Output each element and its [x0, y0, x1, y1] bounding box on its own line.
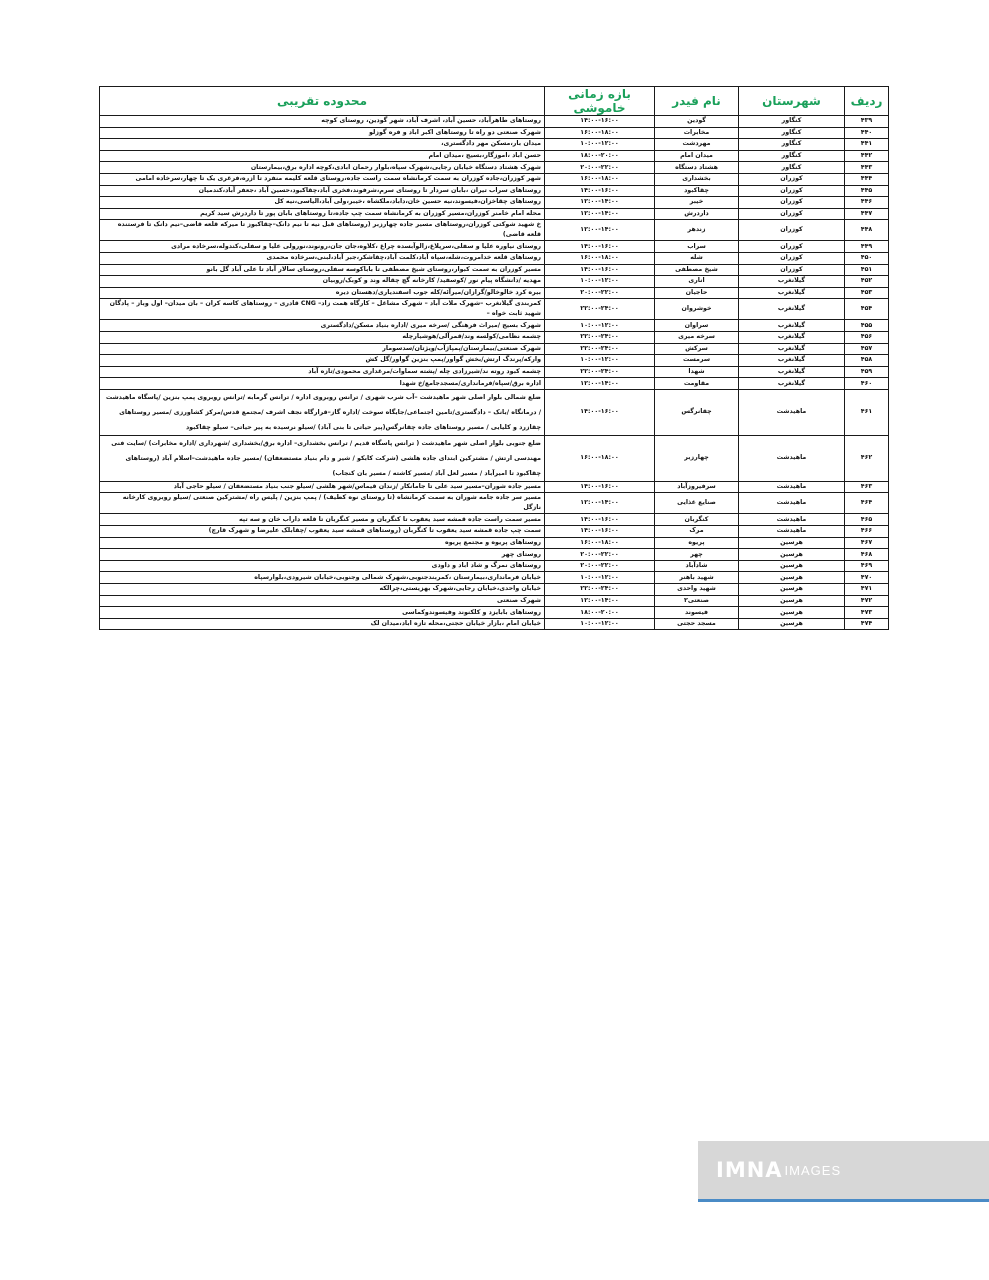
- table-row: [100, 343, 889, 355]
- city-cell: کوزران: [739, 173, 845, 185]
- header-feeder: نام فیدر: [655, 87, 739, 116]
- feeder-cell: حاجیان: [655, 287, 739, 299]
- time-range-cell: ۲۰:۰۰-۲۲:۰۰: [545, 560, 655, 572]
- feeder-cell: مرک: [655, 526, 739, 538]
- row-number-cell: ۴۵۹: [845, 366, 889, 378]
- feeder-cell: مسجد حجتی: [655, 618, 739, 630]
- area-cell: ضلع شمالی بلوار اصلی شهر ماهیدشت –آب شرب شهری / ترانس روبروی اداره / ترانس گرمابه /ترانس روبروی پمپ بنزین /پاسگاه ماهیدشت / درمانگاه /بانک – دادگستری/تامین اجتماعی/جایگاه سوخت /اداره گاز–قرارگاه نجف اشرف /مجتمع قدس/مرکز کشاورزی /مسیر روستاهای چقازرد و کلیایی / مسیر روستاهای جاده چقانرگس(پیر حیاتی تا بنی آباد) /سیلو نرسیده به پیر حیاتی– سیلو چقاکبود: [100, 389, 545, 435]
- time-range-cell: ۱۲:۰۰-۱۴:۰۰: [545, 493, 655, 514]
- feeder-cell: سرخه میری: [655, 331, 739, 343]
- row-number-cell: ۴۴۰: [845, 127, 889, 139]
- time-range-cell: ۱۲:۰۰-۱۴:۰۰: [545, 197, 655, 209]
- outage-table: [99, 86, 889, 630]
- area-cell: کمربندی گیلانغرب –شهرک ملات آباد – شهرک مشاغل – کارگاه همت زاد– CNG قادری – روستاهای کاسه کران – بان میدان– اول وباز – پادگان شهید ثابت خواه –: [100, 299, 545, 320]
- time-range-cell: ۱۲:۰۰-۱۴:۰۰: [545, 378, 655, 390]
- city-cell: کنگاور: [739, 150, 845, 162]
- feeder-cell: داردرش: [655, 208, 739, 220]
- time-range-cell: ۱۲:۰۰-۱۴:۰۰: [545, 595, 655, 607]
- time-range-cell: ۲۲:۰۰-۲۴:۰۰: [545, 331, 655, 343]
- area-cell: روستاهای قلعه خدامروت،شله،سپاه آباد،کلمت آباد،چقاشکر،جبر آباد،لبنی،سرخاده محمدی: [100, 252, 545, 264]
- feeder-cell: شادآباد: [655, 560, 739, 572]
- row-number-cell: ۴۶۹: [845, 560, 889, 572]
- row-number-cell: ۴۷۳: [845, 607, 889, 619]
- table-row: [100, 173, 889, 185]
- feeder-cell: شله: [655, 252, 739, 264]
- table-row: [100, 526, 889, 538]
- time-range-cell: ۱۴:۰۰-۱۶:۰۰: [545, 185, 655, 197]
- time-range-cell: ۲۲:۰۰-۲۴:۰۰: [545, 343, 655, 355]
- city-cell: کوزران: [739, 185, 845, 197]
- row-number-cell: ۴۵۵: [845, 320, 889, 332]
- table-row: [100, 366, 889, 378]
- row-number-cell: ۴۶۴: [845, 493, 889, 514]
- feeder-cell: فیسوند: [655, 607, 739, 619]
- time-range-cell: ۱۰:۰۰-۱۲:۰۰: [545, 276, 655, 288]
- area-cell: خیابان واحدی،خیابان رجایی،شهرک بهزیستی،چرالکه: [100, 584, 545, 596]
- feeder-cell: چهر: [655, 549, 739, 561]
- row-number-cell: ۴۷۰: [845, 572, 889, 584]
- area-cell: روستاهای سراب تیران ،بابان سردار تا روستای سرم،شرفوند،فخری آباد،چقاکبود،حسین آباد ،جعفر آباد،کندمیان: [100, 185, 545, 197]
- table-row: [100, 560, 889, 572]
- feeder-cell: صنعتی۲: [655, 595, 739, 607]
- time-range-cell: ۱۰:۰۰-۱۲:۰۰: [545, 139, 655, 151]
- feeder-cell: گودین: [655, 116, 739, 128]
- city-cell: ماهیدشت: [739, 526, 845, 538]
- table-row: [100, 435, 889, 481]
- row-number-cell: ۴۴۶: [845, 197, 889, 209]
- city-cell: گیلانغرب: [739, 343, 845, 355]
- city-cell: کنگاور: [739, 162, 845, 174]
- time-range-cell: ۱۴:۰۰-۱۶:۰۰: [545, 241, 655, 253]
- area-cell: روستاهای پریوه و مجتمع پریوه: [100, 537, 545, 549]
- feeder-cell: اناری: [655, 276, 739, 288]
- row-number-cell: ۴۵۷: [845, 343, 889, 355]
- row-number-cell: ۴۵۱: [845, 264, 889, 276]
- row-number-cell: ۴۵۲: [845, 276, 889, 288]
- city-cell: گیلانغرب: [739, 320, 845, 332]
- table-row: [100, 150, 889, 162]
- time-range-cell: ۲۰:۰۰-۲۲:۰۰: [545, 162, 655, 174]
- time-range-cell: ۲۲:۰۰-۲۴:۰۰: [545, 366, 655, 378]
- feeder-cell: بخشداری: [655, 173, 739, 185]
- table-row: [100, 185, 889, 197]
- table-row: [100, 241, 889, 253]
- table-row: [100, 584, 889, 596]
- city-cell: کوزران: [739, 220, 845, 241]
- time-range-cell: ۱۶:۰۰-۱۸:۰۰: [545, 127, 655, 139]
- area-cell: ضلع جنوبی بلوار اصلی شهر ماهیدشت ( ترانس پاسگاه قدیم / ترانس بخشداری– اداره برق/بخشداری /شهرداری /اداره مخابرات) /سایت فنی مهندسی ارتش / مشترکین ابتدای جاده هلشی (شرکت کابکو / شیر و دام بنیاد مستضعفان) /مسیر جاده ماهیدشت–اسلام آباد (روستاهای چقاکبود تا امیرآباد / مسیر لعل آباد /مسیر کاشته / مسیر بان کنجاب): [100, 435, 545, 481]
- table-row: [100, 264, 889, 276]
- area-cell: شهر کوزران،جاده کوزران به سمت کرمانشاه سمت راست جاده،روستای قلعه کلیمه منفرد تا ازره،فرغری یک تا چهار،سرخاده امامی: [100, 173, 545, 185]
- feeder-cell: زندهر: [655, 220, 739, 241]
- table-row: [100, 252, 889, 264]
- row-number-cell: ۴۶۳: [845, 481, 889, 493]
- time-range-cell: ۱۸:۰۰-۲۰:۰۰: [545, 607, 655, 619]
- area-cell: حسن اباد ،اموزگار،بسیج ،میدان امام: [100, 150, 545, 162]
- feeder-cell: میدان امام: [655, 150, 739, 162]
- area-cell: خیابان فرمانداری،بیمارستان ،کمربندجنوبی،شهرک شمالی وجنوبی،خیابان شیرودی،بلوارسپاه: [100, 572, 545, 584]
- time-range-cell: ۱۶:۰۰-۱۸:۰۰: [545, 252, 655, 264]
- time-range-cell: ۱۴:۰۰-۱۶:۰۰: [545, 116, 655, 128]
- area-cell: میدان بار،مسکن مهر دادگستری،: [100, 139, 545, 151]
- city-cell: گیلانغرب: [739, 378, 845, 390]
- table-row: [100, 127, 889, 139]
- city-cell: کنگاور: [739, 116, 845, 128]
- area-cell: محله امام خامنر کوزران،مسیر کوزران به کرمانشاه سمت چپ جاده،تا روستاهای بابان پور تا داردرش سید کریم: [100, 208, 545, 220]
- header-row-number: ردیف: [845, 87, 889, 116]
- table-row: [100, 208, 889, 220]
- city-cell: گیلانغرب: [739, 287, 845, 299]
- row-number-cell: ۴۴۸: [845, 220, 889, 241]
- row-number-cell: ۴۴۵: [845, 185, 889, 197]
- feeder-cell: صنایع غذایی: [655, 493, 739, 514]
- area-cell: شهرک صنعتی: [100, 595, 545, 607]
- area-cell: مسیر کوزران به سمت کبوار،روستای شیخ مصطفی تا باباکوسه سفلی،روستای سالار آباد تا علی آباد گل بانو: [100, 264, 545, 276]
- time-range-cell: ۱۰:۰۰-۱۲:۰۰: [545, 320, 655, 332]
- row-number-cell: ۴۴۳: [845, 162, 889, 174]
- feeder-cell: چهارزبر: [655, 435, 739, 481]
- time-range-cell: ۱۴:۰۰-۱۶:۰۰: [545, 481, 655, 493]
- feeder-cell: سرمست: [655, 355, 739, 367]
- header-area: محدوده تقریبی: [100, 87, 545, 116]
- city-cell: کوزران: [739, 264, 845, 276]
- row-number-cell: ۴۵۸: [845, 355, 889, 367]
- table-body: [100, 116, 889, 630]
- header-city: شهرستان: [739, 87, 845, 116]
- city-cell: ماهیدشت: [739, 389, 845, 435]
- area-cell: اداره برق/سپاه/فرمانداری/مسجدجامع/خ شهدا: [100, 378, 545, 390]
- row-number-cell: ۴۶۱: [845, 389, 889, 435]
- table-row: [100, 572, 889, 584]
- area-cell: شهرک بسیج /میراث فرهنگی /سرخه میری /اداره بنیاد مسکن/دادگستری: [100, 320, 545, 332]
- time-range-cell: ۱۲:۰۰-۱۴:۰۰: [545, 208, 655, 220]
- row-number-cell: ۴۶۲: [845, 435, 889, 481]
- imna-images-watermark: [698, 1141, 989, 1202]
- time-range-cell: ۱۰:۰۰-۱۲:۰۰: [545, 355, 655, 367]
- area-cell: بیره کرد خالوخالو/گرازان/میرآئه/کله جوب اسفندیاری/دهستان دیره: [100, 287, 545, 299]
- area-cell: روستاهای نمرگ و شاد اباد و داودی: [100, 560, 545, 572]
- table-row: [100, 514, 889, 526]
- row-number-cell: ۴۴۹: [845, 241, 889, 253]
- feeder-cell: مقاومت: [655, 378, 739, 390]
- table-row: [100, 607, 889, 619]
- feeder-cell: خوشروان: [655, 299, 739, 320]
- row-number-cell: ۴۷۱: [845, 584, 889, 596]
- area-cell: مهدیه /دانشگاه پیام نور /کوسفید/ کارخانه گچ چقاله وند و کوبک/روبیان: [100, 276, 545, 288]
- area-cell: مسیر جاده شوران–مسیر سید علی تا جامانکار /زندان قیماس/شهر هلشی /سیلو جنب بنیاد مستضعفان / سیلو حاجی آباد: [100, 481, 545, 493]
- area-cell: خ شهید شوکتی کوزران،روستاهای مسیر جاده چهارزبر (روستاهای قبل نیه تا نیم دانک–چقاکبوز تا میرکه قلعه قاضی–نیم دانک تا فرستنده قلعه قاضی): [100, 220, 545, 241]
- row-number-cell: ۴۶۸: [845, 549, 889, 561]
- row-number-cell: ۴۴۲: [845, 150, 889, 162]
- table-row: [100, 595, 889, 607]
- row-number-cell: ۴۵۳: [845, 287, 889, 299]
- table-row: [100, 389, 889, 435]
- city-cell: ماهیدشت: [739, 514, 845, 526]
- row-number-cell: ۴۷۴: [845, 618, 889, 630]
- feeder-cell: چقانرگس: [655, 389, 739, 435]
- row-number-cell: ۴۵۴: [845, 299, 889, 320]
- feeder-cell: شهید واحدی: [655, 584, 739, 596]
- area-cell: روستاهای چقاخزان،فیسوند،نیه حسین خان،داباد،ملکشاه ،خیبر،ولی آباد،الیاسی،نیه کل: [100, 197, 545, 209]
- city-cell: ماهیدشت: [739, 481, 845, 493]
- table-row: [100, 355, 889, 367]
- table-row: [100, 549, 889, 561]
- row-number-cell: ۴۶۵: [845, 514, 889, 526]
- row-number-cell: ۴۷۲: [845, 595, 889, 607]
- city-cell: ماهیدشت: [739, 435, 845, 481]
- feeder-cell: شهدا: [655, 366, 739, 378]
- city-cell: کنگاور: [739, 127, 845, 139]
- outage-schedule-sheet: [99, 86, 889, 630]
- feeder-cell: شهید باهنر: [655, 572, 739, 584]
- time-range-cell: ۲۲:۰۰-۲۴:۰۰: [545, 584, 655, 596]
- time-range-cell: ۱۶:۰۰-۱۸:۰۰: [545, 435, 655, 481]
- city-cell: هرسین: [739, 607, 845, 619]
- time-range-cell: ۲۰:۰۰-۲۲:۰۰: [545, 287, 655, 299]
- area-cell: روستاهای بابایزد و کلکنوند وفیسوندوکماسی: [100, 607, 545, 619]
- feeder-cell: سراب: [655, 241, 739, 253]
- table-row: [100, 320, 889, 332]
- city-cell: گیلانغرب: [739, 299, 845, 320]
- time-range-cell: ۲۰:۰۰-۲۲:۰۰: [545, 549, 655, 561]
- city-cell: کنگاور: [739, 139, 845, 151]
- city-cell: گیلانغرب: [739, 276, 845, 288]
- row-number-cell: ۴۴۱: [845, 139, 889, 151]
- imna-images-label: IMAGES: [784, 1162, 842, 1178]
- time-range-cell: ۲۲:۰۰-۲۴:۰۰: [545, 299, 655, 320]
- area-cell: روستاهای طاهرآباد، حسین آباد، اشرف آباد، شهر گودین، روستای کوچه: [100, 116, 545, 128]
- area-cell: چشمه نظامی/کولسه وند/قمرآلی/هوشیارچله: [100, 331, 545, 343]
- time-range-cell: ۱۲:۰۰-۱۴:۰۰: [545, 220, 655, 241]
- city-cell: گیلانغرب: [739, 355, 845, 367]
- city-cell: ماهیدشت: [739, 493, 845, 514]
- row-number-cell: ۴۵۰: [845, 252, 889, 264]
- row-number-cell: ۴۴۴: [845, 173, 889, 185]
- city-cell: گیلانغرب: [739, 331, 845, 343]
- feeder-cell: چقاکبود: [655, 185, 739, 197]
- row-number-cell: ۴۶۶: [845, 526, 889, 538]
- time-range-cell: ۱۶:۰۰-۱۸:۰۰: [545, 537, 655, 549]
- area-cell: شهرک هشتاد دستگاه خیابان رجایی،شهرک سپاه،بلوار رحمان ابادی،کوچه اداره برق،بیمارستان: [100, 162, 545, 174]
- city-cell: هرسین: [739, 584, 845, 596]
- feeder-cell: سراوان: [655, 320, 739, 332]
- area-cell: خیابان امام ،بازار خیابان حجتی،محله تازه اباد،میدان لک: [100, 618, 545, 630]
- table-row: [100, 481, 889, 493]
- city-cell: هرسین: [739, 572, 845, 584]
- time-range-cell: ۱۶:۰۰-۱۸:۰۰: [545, 173, 655, 185]
- table-row: [100, 378, 889, 390]
- feeder-cell: مخابرات: [655, 127, 739, 139]
- area-cell: شهرک صنعتی/بیمارستان/پمپاژآب/ویژتان/سدسومار: [100, 343, 545, 355]
- feeder-cell: کنگربان: [655, 514, 739, 526]
- table-row: [100, 537, 889, 549]
- table-row: [100, 276, 889, 288]
- area-cell: چشمه کبود روته ند/شیرزادی چله /پشته سماوات/مرغداری محمودی/تازه آباد: [100, 366, 545, 378]
- feeder-cell: سرکش: [655, 343, 739, 355]
- feeder-cell: پریوه: [655, 537, 739, 549]
- table-row: [100, 299, 889, 320]
- time-range-cell: ۱۴:۰۰-۱۶:۰۰: [545, 514, 655, 526]
- time-range-cell: ۱۸:۰۰-۲۰:۰۰: [545, 150, 655, 162]
- area-cell: مسیر سمت راست جاده قمشه سید یعقوب تا کنگربان و مسیر کنگربان تا قلعه داراب خان و سه تپه: [100, 514, 545, 526]
- city-cell: گیلانغرب: [739, 366, 845, 378]
- table-row: [100, 287, 889, 299]
- table-row: [100, 220, 889, 241]
- row-number-cell: ۴۶۷: [845, 537, 889, 549]
- city-cell: هرسین: [739, 595, 845, 607]
- time-range-cell: ۱۰:۰۰-۱۲:۰۰: [545, 618, 655, 630]
- area-cell: وارکه/پرندگ ارتش/بخش گواور/پمپ بنزین گواور/گل کش: [100, 355, 545, 367]
- row-number-cell: ۴۳۹: [845, 116, 889, 128]
- table-row: [100, 493, 889, 514]
- feeder-cell: هشتاد دستگاه: [655, 162, 739, 174]
- table-row: [100, 331, 889, 343]
- feeder-cell: مهردشت: [655, 139, 739, 151]
- row-number-cell: ۴۵۶: [845, 331, 889, 343]
- city-cell: هرسین: [739, 618, 845, 630]
- table-row: [100, 162, 889, 174]
- time-range-cell: ۱۴:۰۰-۱۶:۰۰: [545, 526, 655, 538]
- table-row: [100, 139, 889, 151]
- city-cell: هرسین: [739, 537, 845, 549]
- city-cell: کوزران: [739, 241, 845, 253]
- table-row: [100, 116, 889, 128]
- row-number-cell: ۴۶۰: [845, 378, 889, 390]
- city-cell: هرسین: [739, 549, 845, 561]
- row-number-cell: ۴۴۷: [845, 208, 889, 220]
- area-cell: سمت چپ جاده قمشه سید یعقوب تا کنگربان (روستاهای قمشه سید یعقوب /چقابلک علیرضا و شهرک قارچ): [100, 526, 545, 538]
- feeder-cell: سرفیروزآباد: [655, 481, 739, 493]
- time-range-cell: ۱۰:۰۰-۱۲:۰۰: [545, 572, 655, 584]
- header-time-range: بازه زمانی خاموشی: [545, 87, 655, 116]
- city-cell: هرسین: [739, 560, 845, 572]
- feeder-cell: خیبر: [655, 197, 739, 209]
- area-cell: شهرک صنعتی دو راه تا روستاهای اکبر اباد و فره گوزلو: [100, 127, 545, 139]
- city-cell: کوزران: [739, 197, 845, 209]
- city-cell: کوزران: [739, 252, 845, 264]
- city-cell: کوزران: [739, 208, 845, 220]
- table-row: [100, 197, 889, 209]
- area-cell: روستای نیاوره علیا و سفلی،سرپلاغ،زالوآبسده چراغ ،کلاوه،جان جان،رونوند،نورولی علیا و سفلی،کندوله،سرخاده مرادی: [100, 241, 545, 253]
- table-header-row: [100, 87, 889, 116]
- area-cell: روستای چهر: [100, 549, 545, 561]
- time-range-cell: ۱۴:۰۰-۱۶:۰۰: [545, 264, 655, 276]
- feeder-cell: شیخ مصطفی: [655, 264, 739, 276]
- imna-logo: IMNA: [716, 1158, 783, 1182]
- time-range-cell: ۱۴:۰۰-۱۶:۰۰: [545, 389, 655, 435]
- table-row: [100, 618, 889, 630]
- area-cell: مسیر سر جاده جامه شوران به سمت کرمانشاه (تا روستای نوه کطیف) / پمپ بنزین / پلیس راه /مشترکین صنعتی /سیلو روبروی کارخانه نازگل: [100, 493, 545, 514]
